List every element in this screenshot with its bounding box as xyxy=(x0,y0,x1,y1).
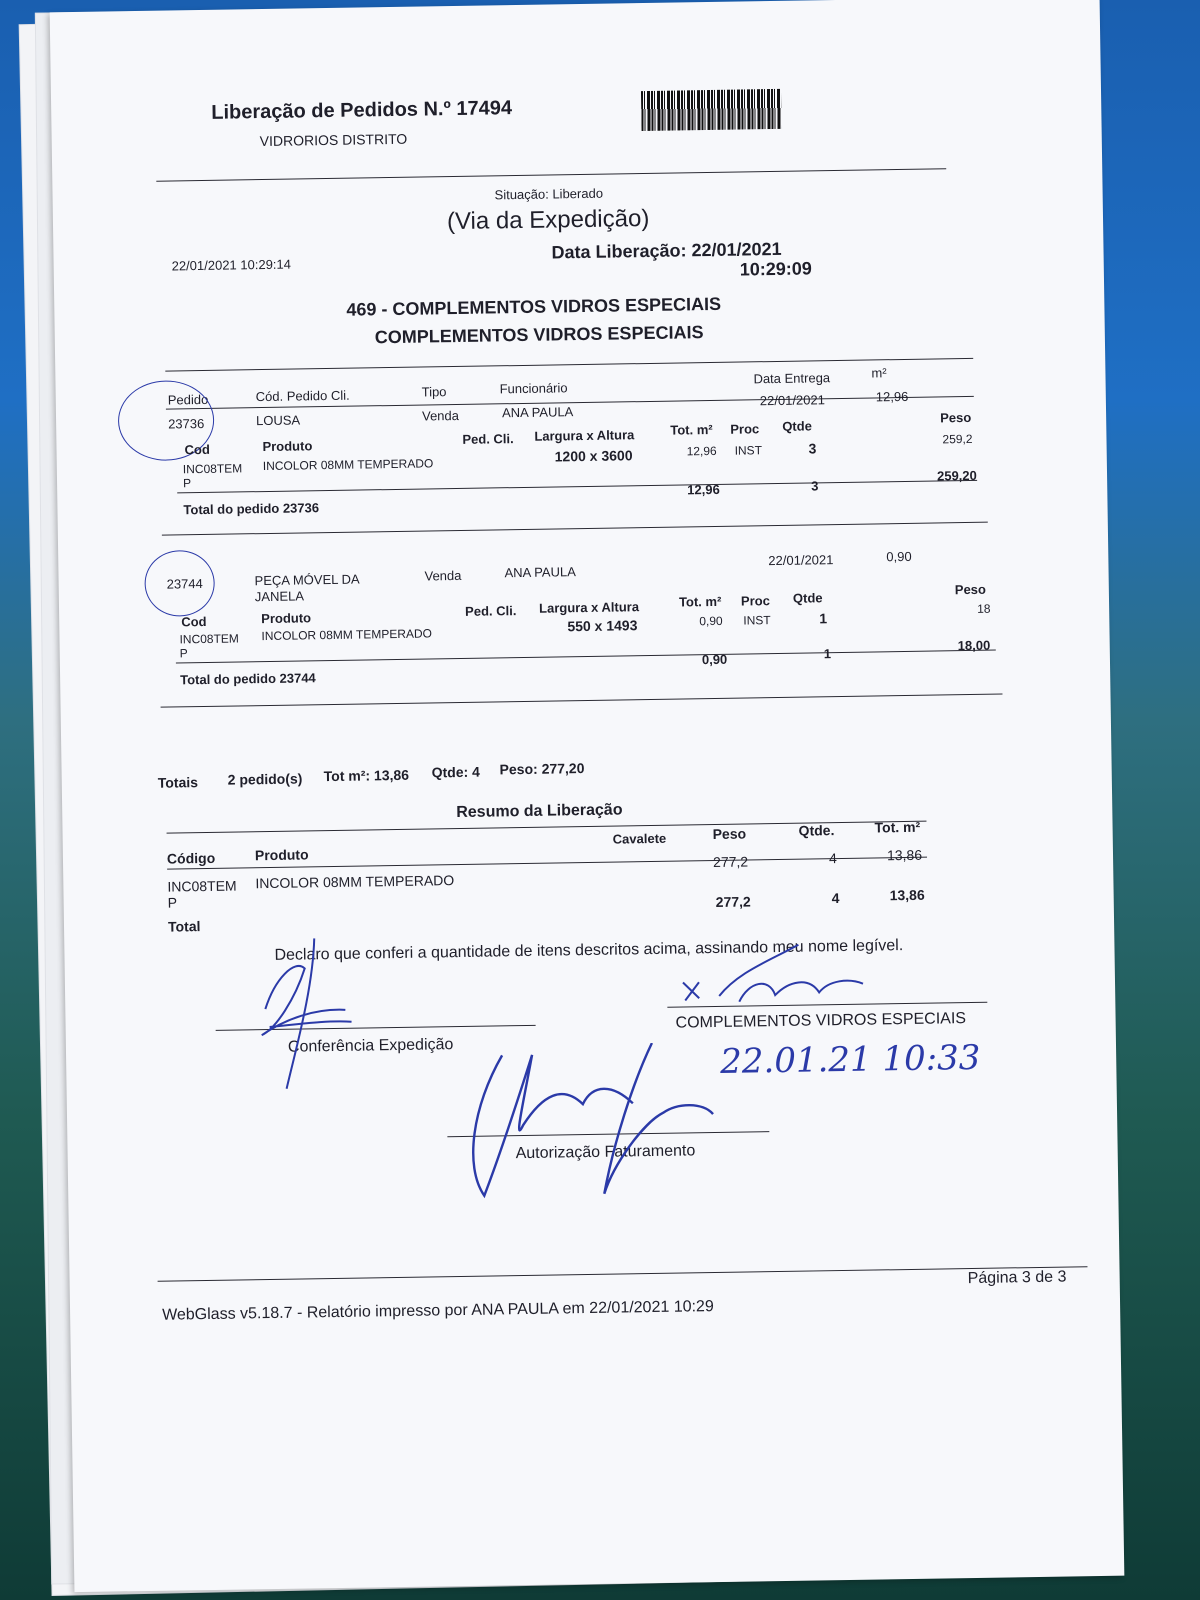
handwritten-date: 22.01.21 10:33 xyxy=(719,1037,981,1082)
order-employee: ANA PAULA xyxy=(501,404,574,421)
order-total-label: Total do pedido 23736 xyxy=(183,500,320,518)
item-code: INC08TEM xyxy=(179,631,239,647)
footer-page: Página 3 de 3 xyxy=(967,1268,1067,1288)
item-tot-m2: 12,96 xyxy=(686,443,717,459)
summary-row-code-suffix: P xyxy=(167,894,178,911)
signature-label-client: COMPLEMENTOS VIDROS ESPECIAIS xyxy=(675,1010,967,1032)
footer-software: WebGlass v5.18.7 - Relatório impresso por ANA PAULA em 22/01/2021 10:29 xyxy=(162,1298,714,1324)
status-text: Situação: Liberado xyxy=(494,185,604,203)
col-largura-altura: Largura x Altura xyxy=(534,427,635,444)
summary-row-qtde: 4 xyxy=(828,850,837,867)
col-data-entrega: Data Entrega xyxy=(753,370,831,387)
order-total-label: Total do pedido 23744 xyxy=(180,670,316,688)
via-label: (Via da Expedição) xyxy=(446,204,650,236)
summary-col-tot-m2: Tot. m² xyxy=(874,818,921,836)
summary-row-code: INC08TEM xyxy=(167,877,237,895)
signature-label-autorizacao: Autorização Faturamento xyxy=(515,1142,696,1163)
summary-row-product: INCOLOR 08MM TEMPERADO xyxy=(255,872,455,892)
totals-peso: Peso: 277,20 xyxy=(499,760,585,778)
col-produto: Produto xyxy=(262,438,313,455)
signature-autorizacao xyxy=(462,1042,724,1206)
order-client-code: PEÇA MÓVEL DA xyxy=(254,571,360,589)
order-type: Venda xyxy=(421,407,460,424)
col-qtde: Qtde xyxy=(782,418,812,434)
order-client-code: LOUSA xyxy=(255,412,301,429)
company-name: VIDRORIOS DISTRITO xyxy=(259,130,408,150)
item-qtde: 3 xyxy=(808,440,817,457)
order-delivery-date: 22/01/2021 xyxy=(759,392,826,409)
print-datetime: 22/01/2021 10:29:14 xyxy=(171,256,292,274)
order-number: 23744 xyxy=(166,576,203,592)
summary-total-label: Total xyxy=(167,918,201,935)
col-proc: Proc xyxy=(730,421,760,437)
release-time: 10:29:09 xyxy=(739,258,812,280)
col-ped-cli: Ped. Cli. xyxy=(464,603,517,619)
col-largura-altura: Largura x Altura xyxy=(538,599,640,616)
order-client-code-2: JANELA xyxy=(254,588,305,605)
summary-col-qtde: Qtde. xyxy=(798,822,835,839)
signature-conferencia xyxy=(254,937,376,1099)
item-product: INCOLOR 08MM TEMPERADO xyxy=(261,626,433,644)
col-tot-m2: Tot. m² xyxy=(670,421,713,438)
signature-client xyxy=(678,940,869,1013)
item-code-suffix: P xyxy=(182,476,192,491)
col-cod-pedido-cli: Cód. Pedido Cli. xyxy=(255,387,350,405)
order-m2: 0,90 xyxy=(886,548,912,565)
order-total-peso: 18,00 xyxy=(957,637,991,654)
signature-label-conferencia: Conferência Expedição xyxy=(287,1036,454,1056)
item-tot-m2: 0,90 xyxy=(699,613,723,629)
totals-m2: Tot m²: 13,86 xyxy=(323,766,410,785)
order-number: 23736 xyxy=(168,415,205,432)
summary-col-peso: Peso xyxy=(712,825,747,843)
footer-line xyxy=(158,1266,1088,1282)
order-separator xyxy=(161,693,1003,707)
summary-col-cavalete: Cavalete xyxy=(612,830,667,847)
order-m2: 12,96 xyxy=(875,388,909,405)
order-total-line xyxy=(176,650,996,664)
item-code: INC08TEM xyxy=(182,461,243,477)
item-qtde: 1 xyxy=(819,610,828,627)
item-dimensions: 550 x 1493 xyxy=(567,617,638,635)
item-product: INCOLOR 08MM TEMPERADO xyxy=(262,456,434,474)
order-separator xyxy=(162,522,988,536)
summary-col-produto: Produto xyxy=(254,846,309,864)
totals-qtde: Qtde: 4 xyxy=(431,763,480,781)
barcode xyxy=(641,89,782,131)
declaration-text: Declaro que conferi a quantidade de itens descritos acima, assinando meu nome legível. xyxy=(274,937,904,964)
item-peso: 259,2 xyxy=(942,431,973,447)
col-peso: Peso xyxy=(940,409,972,426)
col-qtde: Qtde xyxy=(792,590,823,606)
order-total-m2: 12,96 xyxy=(687,481,720,498)
release-date: Data Liberação: 22/01/2021 xyxy=(551,238,782,263)
summary-total-qtde: 4 xyxy=(831,890,840,907)
col-cod: Cod xyxy=(181,613,207,630)
item-dimensions: 1200 x 3600 xyxy=(554,447,633,465)
order-delivery-date: 22/01/2021 xyxy=(768,552,834,569)
summary-total-peso: 277,2 xyxy=(715,893,751,910)
document-title: Liberação de Pedidos N.º 17494 xyxy=(211,97,513,124)
order-total-peso: 259,20 xyxy=(936,467,977,484)
release-document xyxy=(50,0,1125,1592)
order-employee: ANA PAULA xyxy=(504,564,576,581)
order-total-line xyxy=(177,480,977,494)
col-cod: Cod xyxy=(184,441,210,458)
col-pedido: Pedido xyxy=(167,391,209,408)
header-divider xyxy=(156,168,946,181)
item-code-suffix: P xyxy=(179,646,188,661)
order-total-qtde: 3 xyxy=(811,478,819,494)
col-funcionario: Funcionário xyxy=(499,380,568,397)
client-name-2: COMPLEMENTOS VIDROS ESPECIAIS xyxy=(374,322,704,348)
item-proc: INST xyxy=(734,443,763,458)
client-name: 469 - COMPLEMENTOS VIDROS ESPECIAIS xyxy=(346,293,722,320)
summary-col-codigo: Código xyxy=(166,849,216,867)
totals-pedidos: 2 pedido(s) xyxy=(227,770,303,788)
order-total-m2: 0,90 xyxy=(701,651,728,668)
col-tipo: Tipo xyxy=(421,384,447,400)
col-peso: Peso xyxy=(954,581,987,598)
totals-label: Totais xyxy=(157,774,199,791)
col-proc: Proc xyxy=(740,593,771,609)
order-total-qtde: 1 xyxy=(823,646,832,662)
summary-row-peso: 277,2 xyxy=(712,853,749,871)
order-type: Venda xyxy=(424,567,462,584)
col-produto: Produto xyxy=(261,610,312,627)
table-top-line xyxy=(165,358,973,372)
summary-title: Resumo da Liberação xyxy=(456,801,623,822)
col-ped-cli: Ped. Cli. xyxy=(462,431,514,447)
summary-total-tot-m2: 13,86 xyxy=(889,886,925,904)
col-m2: m² xyxy=(871,365,887,381)
col-tot-m2: Tot. m² xyxy=(678,593,722,610)
summary-row-tot-m2: 13,86 xyxy=(886,846,923,864)
item-peso: 18 xyxy=(977,601,991,616)
item-proc: INST xyxy=(743,613,771,628)
